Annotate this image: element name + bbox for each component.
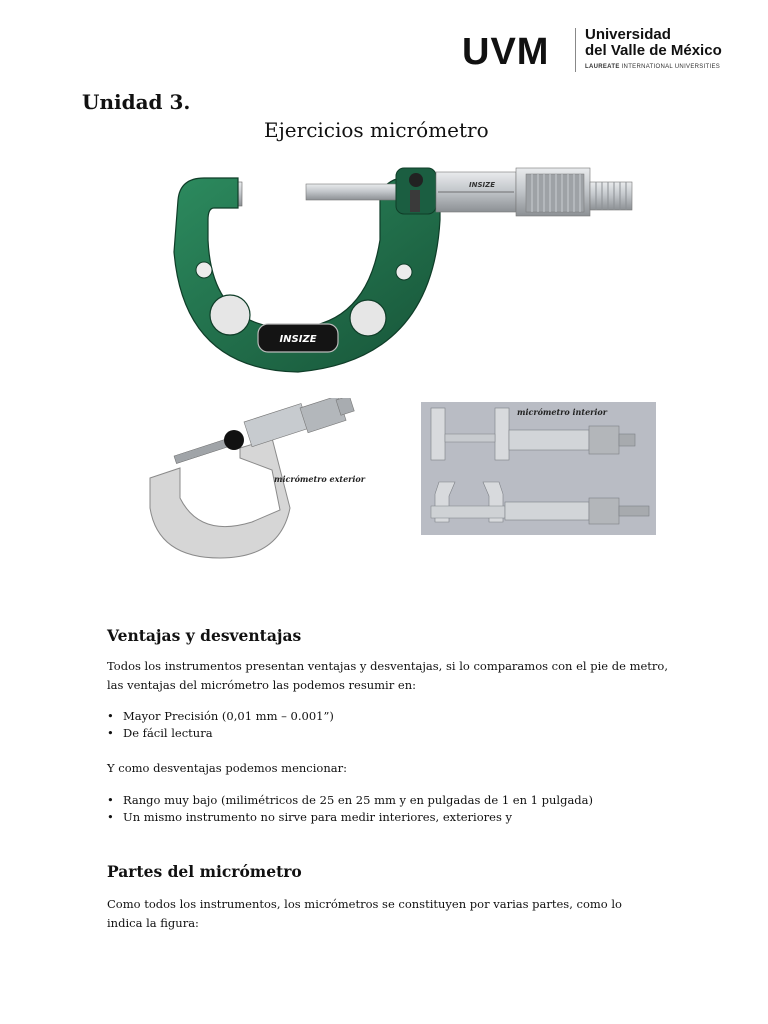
list-item: • De fácil lectura bbox=[107, 725, 334, 742]
list-item: • Mayor Precisión (0,01 mm – 0.001”) bbox=[107, 708, 334, 725]
section-heading-partes: Partes del micrómetro bbox=[107, 862, 302, 881]
section2-intro-line2: indica la figura: bbox=[107, 916, 199, 930]
logo-tagline bbox=[585, 64, 720, 70]
section2-intro bbox=[107, 895, 687, 933]
micrometer-main-image bbox=[170, 160, 640, 390]
thimble-brand-label: INSIZE bbox=[469, 181, 495, 189]
unit-title: Unidad 3. bbox=[82, 90, 191, 114]
disadvantages-list bbox=[107, 792, 593, 826]
uvm-logo bbox=[462, 24, 722, 74]
logo-tag-bold: LAUREATE bbox=[585, 64, 620, 70]
logo-mark: UVM bbox=[462, 31, 550, 73]
disadvantages-intro: Y como desventajas podemos mencionar: bbox=[107, 761, 347, 775]
logo-name-line2: del Valle de México bbox=[585, 42, 722, 59]
exterior-micrometer-image bbox=[140, 398, 390, 568]
interior-micrometer-image bbox=[421, 402, 656, 535]
interior-micrometer-drawing bbox=[421, 402, 656, 535]
section1-intro-line2: las ventajas del micrómetro las podemos resumir en: bbox=[107, 678, 416, 692]
list-item: • Rango muy bajo (milimétricos de 25 en 25 mm y en pulgadas de 1 en 1 pulgada) bbox=[107, 792, 593, 809]
interior-micrometer-label: micrómetro interior bbox=[517, 407, 607, 417]
section-heading-ventajas: Ventajas y desventajas bbox=[107, 626, 302, 645]
section1-intro-line1: Todos los instrumentos presentan ventajas y desventajas, si lo comparamos con el pie de metro, bbox=[107, 659, 668, 673]
section2-intro-line1: Como todos los instrumentos, los micrómetros se constituyen por varias partes, como lo bbox=[107, 897, 622, 911]
page-title: Ejercicios micrómetro bbox=[264, 118, 489, 142]
logo-name bbox=[585, 27, 722, 59]
logo-divider bbox=[575, 28, 576, 72]
main-brand-label: INSIZE bbox=[279, 334, 317, 345]
exterior-micrometer-label: micrómetro exterior bbox=[274, 474, 365, 484]
logo-tag-rest: INTERNATIONAL UNIVERSITIES bbox=[619, 64, 721, 70]
logo-name-line1: Universidad bbox=[585, 26, 671, 43]
list-item: • Un mismo instrumento no sirve para medir interiores, exteriores y bbox=[107, 809, 593, 826]
section1-intro bbox=[107, 657, 687, 695]
advantages-list bbox=[107, 708, 334, 742]
